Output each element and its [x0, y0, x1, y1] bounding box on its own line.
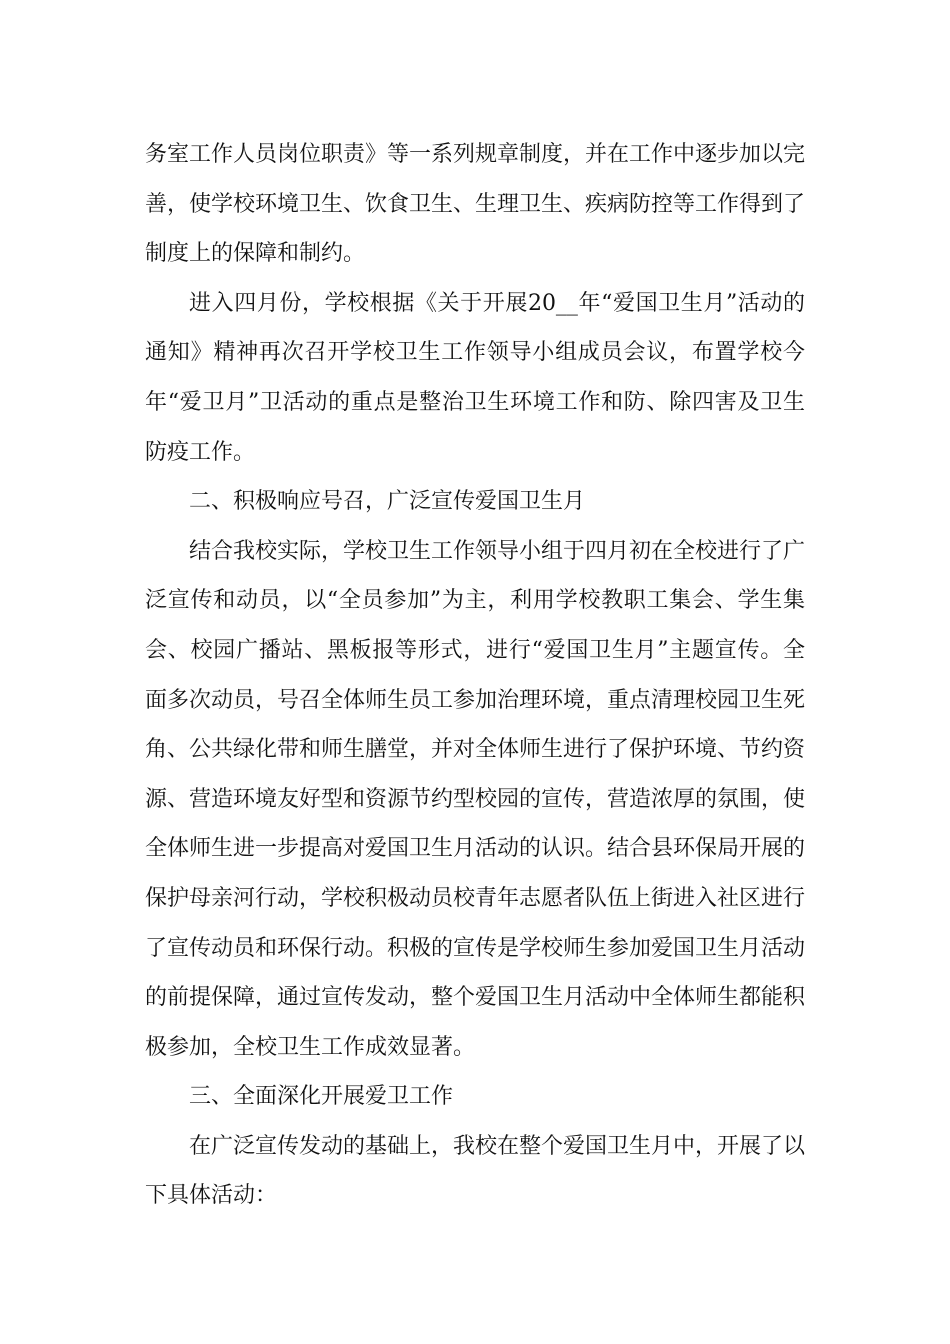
paragraph-activities-intro: 在广泛宣传发动的基础上，我校在整个爱国卫生月中，开展了以下具体活动： — [145, 1133, 806, 1209]
section-heading-3: 三、全面深化开展爱卫工作 — [189, 1084, 454, 1110]
paragraph-publicity: 结合我校实际，学校卫生工作领导小组于四月初在全校进行了广泛宣传和动员，以“全员参加”为主，利用学校教职工集会、学生集会、校园广播站、黑板报等形式，进行“爱国卫生月”主题宣传。全面多次动员，号召全体师生员工参加治理环境，重点清理校园卫生死角、公共绿化带和师生膳堂，并对全体师生进行了保护环境、节约资源、营造环境友好型和资源节约型校园的宣传，营造浓厚的氛围，使全体师生进一步提高对爱国卫生月活动的认识。结合县环保局开展的保护母亲河行动，学校积极动员校青年志愿者队伍上街进入社区进行了宣传动员和环保行动。积极的宣传是学校师生参加爱国卫生月活动的前提保障，通过宣传发动，整个爱国卫生月活动中全体师生都能积极参加，全校卫生工作成效显著。 — [145, 538, 806, 1060]
document-body — [145, 130, 805, 1221]
section-heading-2: 二、积极响应号召，广泛宣传爱国卫生月 — [189, 489, 586, 515]
paragraph-april-meeting: 进入四月份，学校根据《关于开展20__年“爱国卫生月”活动的通知》精神再次召开学校卫生工作领导小组成员会议，布置学校今年“爱卫月”卫活动的重点是整治卫生环境工作和防、除四害及卫生防疫工作。 — [145, 290, 805, 465]
paragraph-regulations: 务室工作人员岗位职责》等一系列规章制度，并在工作中逐步加以完善，使学校环境卫生、饮食卫生、生理卫生、疾病防控等工作得到了制度上的保障和制约。 — [145, 142, 806, 267]
